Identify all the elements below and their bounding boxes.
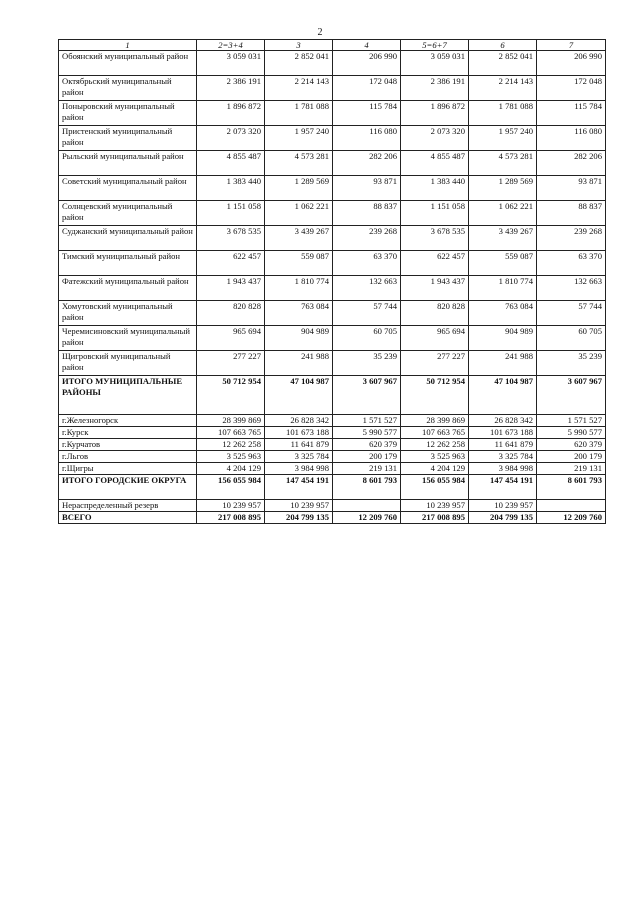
table-row bbox=[59, 427, 606, 439]
row-value: 239 268 bbox=[537, 226, 606, 251]
row-value: 57 744 bbox=[537, 301, 606, 326]
row-value: 156 055 984 bbox=[197, 475, 265, 500]
table-row bbox=[59, 376, 606, 415]
row-name: Нераспределенный резерв bbox=[59, 500, 197, 512]
row-value: 277 227 bbox=[401, 351, 469, 376]
row-value: 622 457 bbox=[197, 251, 265, 276]
column-header: 2=3+4 bbox=[197, 40, 265, 51]
row-name: г.Курск bbox=[59, 427, 197, 439]
row-value: 200 179 bbox=[537, 451, 606, 463]
row-value: 60 705 bbox=[537, 326, 606, 351]
row-value: 219 131 bbox=[333, 463, 401, 475]
row-name: г.Курчатов bbox=[59, 439, 197, 451]
row-value: 2 852 041 bbox=[469, 51, 537, 76]
row-value: 50 712 954 bbox=[197, 376, 265, 415]
table-row bbox=[59, 101, 606, 126]
row-name: г.Железногорск bbox=[59, 415, 197, 427]
row-value: 3 325 784 bbox=[265, 451, 333, 463]
row-value: 3 607 967 bbox=[537, 376, 606, 415]
row-value: 820 828 bbox=[197, 301, 265, 326]
row-value: 3 059 031 bbox=[401, 51, 469, 76]
row-name: ИТОГО МУНИЦИПАЛЬНЫЕ РАЙОНЫ bbox=[59, 376, 197, 415]
row-name: Пристенский муниципальный район bbox=[59, 126, 197, 151]
budget-table bbox=[58, 39, 606, 524]
row-value: 11 641 879 bbox=[265, 439, 333, 451]
table-row bbox=[59, 463, 606, 475]
row-name: Тимский муниципальный район bbox=[59, 251, 197, 276]
row-value: 1 062 221 bbox=[265, 201, 333, 226]
column-header: 4 bbox=[333, 40, 401, 51]
row-value: 965 694 bbox=[197, 326, 265, 351]
row-value: 1 943 437 bbox=[401, 276, 469, 301]
row-value: 965 694 bbox=[401, 326, 469, 351]
row-value: 50 712 954 bbox=[401, 376, 469, 415]
page-number: 2 bbox=[317, 27, 323, 38]
table-row bbox=[59, 226, 606, 251]
row-value: 107 663 765 bbox=[197, 427, 265, 439]
row-value: 217 008 895 bbox=[401, 512, 469, 524]
row-value: 206 990 bbox=[537, 51, 606, 76]
row-value: 147 454 191 bbox=[469, 475, 537, 500]
column-header: 1 bbox=[59, 40, 197, 51]
row-value: 4 573 281 bbox=[469, 151, 537, 176]
column-number-row bbox=[59, 40, 606, 51]
row-value: 3 678 535 bbox=[197, 226, 265, 251]
row-value: 2 214 143 bbox=[265, 76, 333, 101]
row-value: 28 399 869 bbox=[401, 415, 469, 427]
row-value: 1 810 774 bbox=[469, 276, 537, 301]
row-value: 1 062 221 bbox=[469, 201, 537, 226]
row-name: ИТОГО ГОРОДСКИЕ ОКРУГА bbox=[59, 475, 197, 500]
row-value: 1 943 437 bbox=[197, 276, 265, 301]
table-row bbox=[59, 415, 606, 427]
row-value: 115 784 bbox=[333, 101, 401, 126]
row-value: 241 988 bbox=[469, 351, 537, 376]
row-value: 620 379 bbox=[333, 439, 401, 451]
table-row bbox=[59, 475, 606, 500]
row-value: 3 439 267 bbox=[469, 226, 537, 251]
row-value: 3 984 998 bbox=[469, 463, 537, 475]
row-value: 93 871 bbox=[333, 176, 401, 201]
row-name: Черемисиновский муниципальный район bbox=[59, 326, 197, 351]
column-header: 3 bbox=[265, 40, 333, 51]
row-value: 132 663 bbox=[333, 276, 401, 301]
row-value bbox=[537, 500, 606, 512]
row-value: 1 571 527 bbox=[537, 415, 606, 427]
row-name: Рыльский муниципальный район bbox=[59, 151, 197, 176]
row-value: 10 239 957 bbox=[401, 500, 469, 512]
row-name: Фатежский муниципальный район bbox=[59, 276, 197, 301]
row-value: 47 104 987 bbox=[265, 376, 333, 415]
table-row bbox=[59, 351, 606, 376]
row-value: 12 262 258 bbox=[197, 439, 265, 451]
row-value: 763 084 bbox=[469, 301, 537, 326]
row-value: 239 268 bbox=[333, 226, 401, 251]
table-row bbox=[59, 126, 606, 151]
row-value: 2 386 191 bbox=[197, 76, 265, 101]
row-value bbox=[333, 500, 401, 512]
row-value: 3 525 963 bbox=[401, 451, 469, 463]
row-value: 620 379 bbox=[537, 439, 606, 451]
row-value: 282 206 bbox=[333, 151, 401, 176]
row-value: 204 799 135 bbox=[469, 512, 537, 524]
row-value: 241 988 bbox=[265, 351, 333, 376]
row-value: 26 828 342 bbox=[469, 415, 537, 427]
row-name: Щигровский муниципальный район bbox=[59, 351, 197, 376]
row-value: 559 087 bbox=[469, 251, 537, 276]
row-value: 8 601 793 bbox=[537, 475, 606, 500]
row-value: 12 262 258 bbox=[401, 439, 469, 451]
row-value: 3 525 963 bbox=[197, 451, 265, 463]
table-row bbox=[59, 451, 606, 463]
row-value: 622 457 bbox=[401, 251, 469, 276]
row-value: 1 957 240 bbox=[469, 126, 537, 151]
row-value: 1 151 058 bbox=[197, 201, 265, 226]
row-value: 116 080 bbox=[537, 126, 606, 151]
row-value: 1 781 088 bbox=[265, 101, 333, 126]
row-value: 4 573 281 bbox=[265, 151, 333, 176]
row-value: 1 383 440 bbox=[197, 176, 265, 201]
row-name: Суджанский муниципальный район bbox=[59, 226, 197, 251]
table-row bbox=[59, 251, 606, 276]
row-value: 63 370 bbox=[537, 251, 606, 276]
row-value: 63 370 bbox=[333, 251, 401, 276]
row-value: 1 571 527 bbox=[333, 415, 401, 427]
row-value: 3 439 267 bbox=[265, 226, 333, 251]
row-value: 1 289 569 bbox=[469, 176, 537, 201]
row-value: 2 073 320 bbox=[197, 126, 265, 151]
table-body bbox=[59, 51, 606, 524]
row-name: Поныровский муниципальный район bbox=[59, 101, 197, 126]
row-value: 3 059 031 bbox=[197, 51, 265, 76]
row-value: 3 678 535 bbox=[401, 226, 469, 251]
row-value: 1 289 569 bbox=[265, 176, 333, 201]
row-name: Октябрьский муниципальный район bbox=[59, 76, 197, 101]
row-name: г.Льгов bbox=[59, 451, 197, 463]
row-value: 2 073 320 bbox=[401, 126, 469, 151]
column-header: 5=6+7 bbox=[401, 40, 469, 51]
row-value: 1 383 440 bbox=[401, 176, 469, 201]
row-value: 219 131 bbox=[537, 463, 606, 475]
row-value: 282 206 bbox=[537, 151, 606, 176]
row-value: 2 852 041 bbox=[265, 51, 333, 76]
table-row bbox=[59, 151, 606, 176]
row-value: 35 239 bbox=[537, 351, 606, 376]
row-name: Солнцевский муниципальный район bbox=[59, 201, 197, 226]
row-value: 147 454 191 bbox=[265, 475, 333, 500]
table-row bbox=[59, 176, 606, 201]
row-value: 28 399 869 bbox=[197, 415, 265, 427]
row-name: г.Щигры bbox=[59, 463, 197, 475]
row-value: 12 209 760 bbox=[537, 512, 606, 524]
row-value: 10 239 957 bbox=[469, 500, 537, 512]
row-value: 200 179 bbox=[333, 451, 401, 463]
table-row bbox=[59, 326, 606, 351]
row-value: 4 855 487 bbox=[197, 151, 265, 176]
row-value: 172 048 bbox=[537, 76, 606, 101]
row-value: 1 957 240 bbox=[265, 126, 333, 151]
row-value: 10 239 957 bbox=[197, 500, 265, 512]
row-value: 3 984 998 bbox=[265, 463, 333, 475]
row-value: 559 087 bbox=[265, 251, 333, 276]
row-value: 1 896 872 bbox=[401, 101, 469, 126]
row-value: 12 209 760 bbox=[333, 512, 401, 524]
row-name: Хомутовский муниципальный район bbox=[59, 301, 197, 326]
row-value: 206 990 bbox=[333, 51, 401, 76]
row-value: 4 204 129 bbox=[197, 463, 265, 475]
row-name: ВСЕГО bbox=[59, 512, 197, 524]
row-value: 57 744 bbox=[333, 301, 401, 326]
row-value: 4 204 129 bbox=[401, 463, 469, 475]
row-value: 904 989 bbox=[469, 326, 537, 351]
row-value: 1 151 058 bbox=[401, 201, 469, 226]
row-value: 88 837 bbox=[537, 201, 606, 226]
row-value: 4 855 487 bbox=[401, 151, 469, 176]
table-row bbox=[59, 276, 606, 301]
table-row bbox=[59, 201, 606, 226]
row-value: 156 055 984 bbox=[401, 475, 469, 500]
row-value: 277 227 bbox=[197, 351, 265, 376]
row-value: 1 896 872 bbox=[197, 101, 265, 126]
row-value: 904 989 bbox=[265, 326, 333, 351]
table-row bbox=[59, 500, 606, 512]
row-value: 101 673 188 bbox=[469, 427, 537, 439]
row-value: 11 641 879 bbox=[469, 439, 537, 451]
table-row bbox=[59, 301, 606, 326]
row-value: 204 799 135 bbox=[265, 512, 333, 524]
table-row bbox=[59, 512, 606, 524]
row-value: 5 990 577 bbox=[333, 427, 401, 439]
row-value: 8 601 793 bbox=[333, 475, 401, 500]
row-value: 763 084 bbox=[265, 301, 333, 326]
table-row bbox=[59, 51, 606, 76]
row-value: 60 705 bbox=[333, 326, 401, 351]
column-header: 7 bbox=[537, 40, 606, 51]
row-value: 35 239 bbox=[333, 351, 401, 376]
row-value: 820 828 bbox=[401, 301, 469, 326]
row-value: 217 008 895 bbox=[197, 512, 265, 524]
row-value: 107 663 765 bbox=[401, 427, 469, 439]
row-value: 1 781 088 bbox=[469, 101, 537, 126]
row-value: 5 990 577 bbox=[537, 427, 606, 439]
row-name: Обоянский муниципальный район bbox=[59, 51, 197, 76]
table-row bbox=[59, 439, 606, 451]
row-value: 93 871 bbox=[537, 176, 606, 201]
row-value: 1 810 774 bbox=[265, 276, 333, 301]
table-row bbox=[59, 76, 606, 101]
row-value: 115 784 bbox=[537, 101, 606, 126]
row-value: 2 214 143 bbox=[469, 76, 537, 101]
row-value: 116 080 bbox=[333, 126, 401, 151]
column-header: 6 bbox=[469, 40, 537, 51]
row-value: 26 828 342 bbox=[265, 415, 333, 427]
row-value: 172 048 bbox=[333, 76, 401, 101]
row-value: 132 663 bbox=[537, 276, 606, 301]
row-value: 10 239 957 bbox=[265, 500, 333, 512]
row-name: Советский муниципальный район bbox=[59, 176, 197, 201]
row-value: 3 325 784 bbox=[469, 451, 537, 463]
row-value: 101 673 188 bbox=[265, 427, 333, 439]
row-value: 47 104 987 bbox=[469, 376, 537, 415]
row-value: 2 386 191 bbox=[401, 76, 469, 101]
row-value: 88 837 bbox=[333, 201, 401, 226]
row-value: 3 607 967 bbox=[333, 376, 401, 415]
